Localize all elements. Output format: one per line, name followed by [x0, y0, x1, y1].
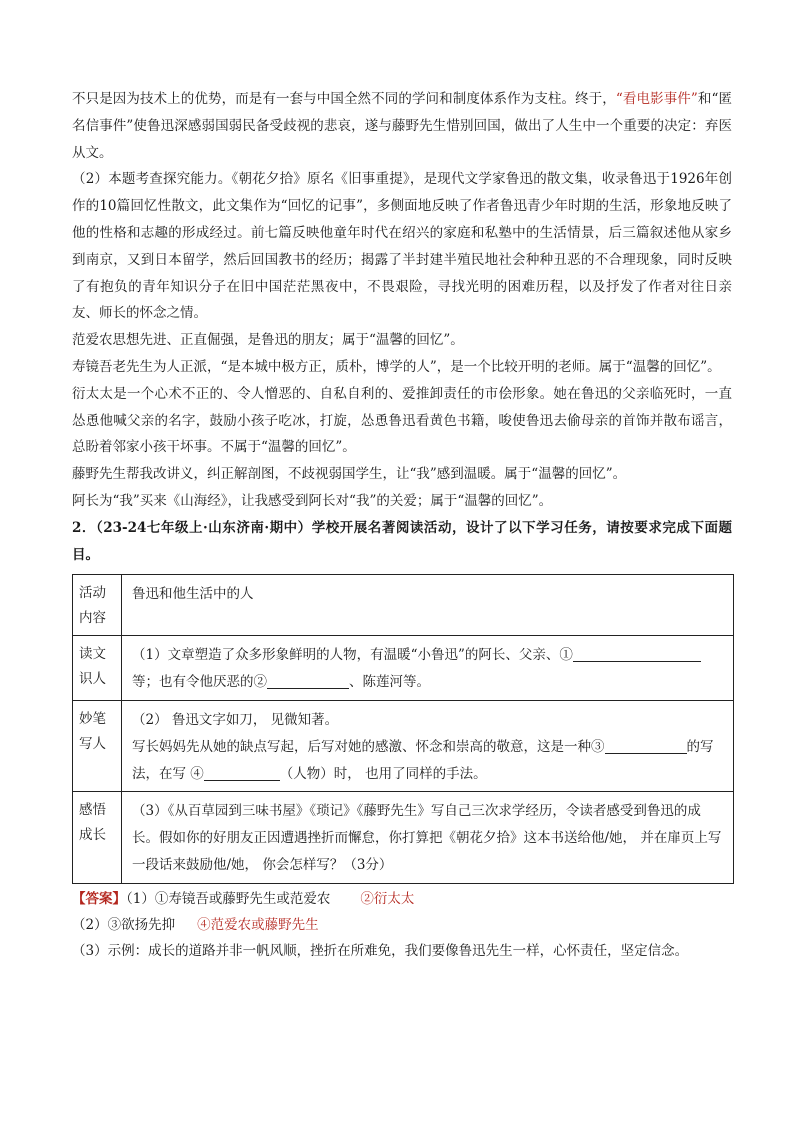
analysis-item-fan-ainong: 范爱农思想先进、正直倔强，是鲁迅的朋友；属于“温馨的回忆”。 [72, 332, 464, 349]
read-text-1: （1）文章塑造了众多形象鲜明的人物，有温暖“小鲁迅”的阿长、父亲、① [132, 647, 573, 664]
row-body-activity: 鲁迅和他生活中的人 [122, 575, 734, 636]
table-row [73, 700, 734, 791]
blank-2[interactable] [267, 672, 349, 689]
answer-2-red: ④范爱农或藤野先生 [197, 916, 319, 933]
table-row [73, 792, 734, 883]
row-label-activity: 活动内容 [73, 575, 122, 636]
row-label-read: 读文识人 [73, 636, 122, 701]
row-label-growth: 感悟成长 [73, 792, 122, 883]
write-text-4: （人物）时， 也用了同样的手法。 [279, 765, 487, 782]
analysis-item-yan-taitai: 衍太太是一个心术不正的、令人憎恶的、自私自利的、爱推卸责任的市侩形象。她在鲁迅的父亲临死时，一直怂恿他喊父亲的名字，鼓励小孩子吃冰，打旋，怂恿鲁迅看黄色书籍，唆使鲁迅去偷母亲的首饰并散布谣言，总盼着邻家小孩干坏事。不属于“温馨的回忆”。 [72, 385, 732, 456]
blank-3[interactable] [605, 737, 687, 754]
write-text-3: 的写法，在写 ④ [132, 738, 714, 782]
answer-tag: 【答案】 [72, 890, 126, 907]
answer-1-black: （1）①寿镜吾或藤野先生或范爱农 [126, 890, 331, 907]
paragraph-2: （2）本题考查探究能力。《朝花夕拾》原名《旧事重提》，是现代文学家鲁迅的散文集，收录鲁迅于1926年创作的10篇回忆性散文，此文集作为“回忆的记事”，多侧面地反映了作者鲁迅青少年时期的生活，形象地反映了他的性格和志趣的形成经过。前七篇反映他童年时代在绍兴的家庭和私塾中的生活情景，后三篇叙述他从家乡到南京，又到日本留学，然后回国教书的经历；揭露了半封建半殖民地社会种种丑恶的不合理现象，同时反映了有抱负的青年知识分子在旧中国茫茫黑夜中，不畏艰险，寻找光明的困难历程，以及抒发了作者对往日亲友、师长的怀念之情。 [72, 171, 732, 322]
paragraph-1-text-a: 不只是因为技术上的优势，而是有一套与中国全然不同的学问和制度体系作为支柱。终于， [72, 91, 616, 107]
read-text-3: 、陈莲河等。 [349, 674, 430, 691]
blank-4[interactable] [204, 764, 280, 781]
question-2-title: 2．（23-24七年级上·山东济南·期中）学校开展名著阅读活动，设计了以下学习任务，请按要求完成下面题目。 [72, 519, 732, 563]
write-text-2: 写长妈妈先从她的缺点写起，后写对她的感激、怀念和崇高的敬意，这是一种③ [132, 738, 605, 755]
paragraph-1-text-b: 和“匿名信事件”使鲁迅深感弱国弱民备受歧视的悲哀，遂与藤野先生惜别回国，做出了人生中一个重要的决定：弃医从文。 [72, 91, 732, 161]
answer-block [72, 886, 732, 964]
answer-line-3: （3）示例：成长的道路并非一帆风顺，挫折在所难免，我们要像鲁迅先生一样，心怀责任，坚定信念。 [72, 942, 689, 959]
task-table [72, 574, 734, 883]
read-text-2: 等；也有令他厌恶的② [132, 674, 267, 691]
answer-line-2 [72, 912, 732, 938]
analysis-item-tengye: 藤野先生帮我改讲义，纠正解剖图，不歧视弱国学生，让“我”感到温暖。属于“温馨的回忆”。 [72, 466, 627, 483]
paragraph-1-highlight: “看电影事件” [615, 91, 698, 107]
row-label-write: 妙笔写人 [73, 700, 122, 791]
row-body-growth: （3）《从百草园到三味书屋》《琐记》《藤野先生》写自己三次求学经历，令读者感受到鲁迅的成长。假如你的好朋友正因遭遇挫折而懈怠，你打算把《朝花夕拾》这本书送给他/她， 并在扉页上写一段话来鼓励他/她， 你会怎样写？（3分） [122, 792, 734, 883]
table-row [73, 636, 734, 701]
blank-1[interactable] [573, 645, 701, 662]
document-content [72, 86, 732, 964]
analysis-item-shou-jingwu: 寿镜吾老先生为人正派，“是本城中极方正，质朴，博学的人”，是一个比较开明的老师。属于“温馨的回忆”。 [72, 358, 721, 375]
analysis-item-achang: 阿长为“我”买来《山海经》，让我感受到阿长对“我”的关爱；属于“温馨的回忆”。 [72, 492, 553, 509]
answer-line-1 [72, 886, 732, 912]
row-body-read [122, 636, 734, 701]
answer-1-red: ②衍太太 [360, 890, 415, 907]
write-text-1: （2） 鲁迅文字如刀， 见微知著。 [132, 711, 339, 728]
row-body-write [122, 700, 734, 791]
answer-2-black: （2）③欲扬先抑 [72, 916, 176, 933]
paragraph-1 [72, 86, 732, 166]
table-row [73, 575, 734, 636]
